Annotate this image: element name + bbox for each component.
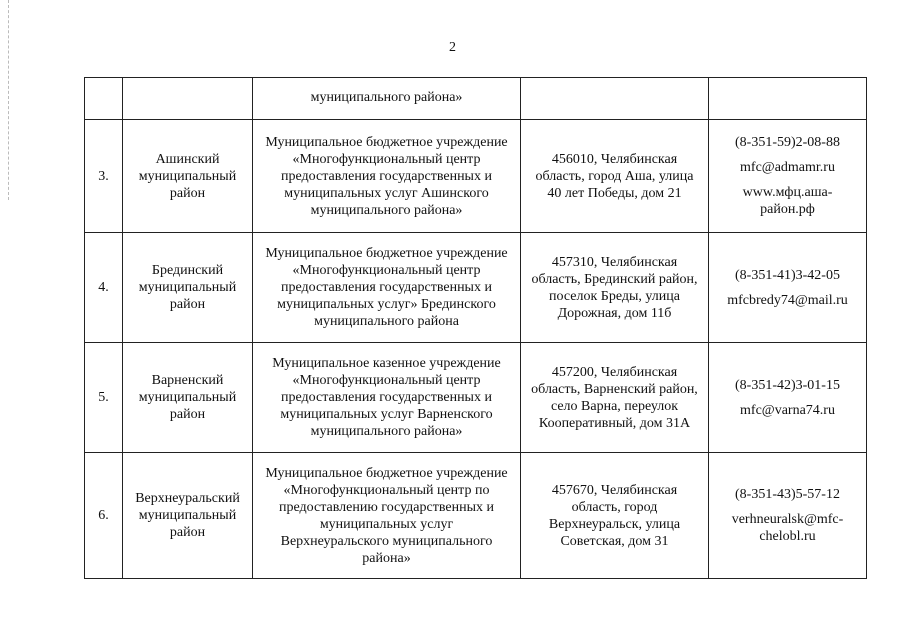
cell-district [123, 233, 253, 343]
org-line: «Многофункциональный центр [292, 373, 481, 388]
org-line: муниципального района» [310, 202, 463, 218]
cell-num: 3. [85, 120, 123, 233]
district-line: Ашинский [155, 151, 220, 167]
page-number: 2 [449, 40, 456, 55]
cell-org [253, 343, 521, 453]
org-line: предоставления государственных и [281, 390, 492, 405]
cell-num: 4. [85, 233, 123, 343]
org-line: муниципального района [314, 314, 459, 329]
org-line: Муниципальное бюджетное учреждение [265, 134, 508, 150]
website: район.рф [760, 202, 815, 217]
email: mfc@varna74.ru [740, 402, 835, 418]
cell-district [123, 78, 253, 120]
table-row [85, 233, 867, 343]
org-line: муниципальных услуг [319, 516, 454, 532]
table-row [85, 343, 867, 453]
cell-address [521, 120, 709, 233]
district-line: район [169, 185, 206, 201]
cell-contacts [709, 120, 867, 233]
email: chelobl.ru [759, 529, 816, 544]
cell-district [123, 343, 253, 453]
phone: (8-351-43)5-57-12 [735, 487, 840, 502]
address-line: 457200, Челябинская [551, 364, 678, 380]
email: verhneuralsk@mfc- [731, 512, 844, 527]
org-line: Верхнеуральского муниципального [280, 533, 493, 549]
phone: (8-351-41)3-42-05 [735, 267, 840, 283]
cell-num [85, 78, 123, 120]
address-line: 456010, Челябинская [551, 151, 678, 167]
org-line: муниципальных услуг Варненского [280, 407, 493, 422]
district-line: Брединский [151, 263, 224, 278]
address-line: Верхнеуральск, улица [548, 516, 681, 532]
cell-contacts [709, 453, 867, 579]
org-line: предоставления государственных и [281, 168, 492, 184]
address-line: Дорожная, дом 11б [557, 305, 672, 321]
district-line: муниципальный [138, 280, 237, 295]
org-line: района» [362, 550, 411, 566]
address-line: 40 лет Победы, дом 21 [547, 185, 682, 201]
org-line: муниципального района» [310, 424, 463, 439]
org-line: Муниципальное казенное учреждение [272, 356, 501, 371]
table-row [85, 453, 867, 579]
district-line: район [169, 297, 206, 312]
org-line: предоставления государственных и [281, 280, 492, 295]
district-line: район [169, 525, 206, 540]
mfc-table [84, 77, 867, 579]
email: mfc@admamr.ru [740, 160, 835, 175]
address-line: село Варна, переулок [550, 398, 679, 414]
cell-address [521, 343, 709, 453]
address-line: область, город [571, 499, 658, 515]
org-line: Муниципальное бюджетное учреждение [265, 465, 508, 481]
cell-org [253, 233, 521, 343]
table-row [85, 120, 867, 233]
address-line: поселок Бреды, улица [549, 288, 680, 304]
cell-address [521, 233, 709, 343]
cell-address [521, 78, 709, 120]
cell-district [123, 120, 253, 233]
cell-num: 5. [85, 343, 123, 453]
cell-contacts [709, 343, 867, 453]
phone: (8-351-59)2-08-88 [735, 135, 840, 150]
org-line: муниципальных услуг Ашинского [284, 185, 489, 201]
cell-org [253, 120, 521, 233]
cell-contacts [709, 78, 867, 120]
address-line: область, Варненский район, [531, 381, 698, 397]
address-line: область, Брединский район, [531, 271, 698, 287]
org-line: муниципальных услуг» Брединского [277, 297, 496, 312]
email: mfcbredy74@mail.ru [727, 292, 848, 308]
address-line: область, город Аша, улица [535, 168, 694, 184]
table-row-continuation [85, 78, 867, 120]
cell-org [253, 78, 521, 120]
address-line: Кооперативный, дом 31А [538, 415, 691, 431]
website: www.мфц.аша- [742, 185, 833, 200]
org-line: «Многофункциональный центр [292, 263, 481, 278]
district-line: муниципальный [138, 168, 237, 184]
district-line: Варненский [151, 373, 224, 388]
cell-num: 6. [85, 453, 123, 579]
org-line: «Многофункциональный центр по [283, 482, 490, 498]
address-line: 457310, Челябинская [551, 254, 678, 270]
cell-org [253, 453, 521, 579]
district-line: муниципальный [138, 390, 237, 405]
cell-district [123, 453, 253, 579]
address-line: 457670, Челябинская [551, 482, 678, 498]
district-line: район [169, 407, 206, 422]
address-line: Советская, дом 31 [560, 533, 669, 549]
binding-margin-line [8, 0, 9, 200]
cell-address [521, 453, 709, 579]
org-line: предоставлению государственных и [279, 499, 494, 515]
phone: (8-351-42)3-01-15 [735, 377, 840, 393]
cell-contacts [709, 233, 867, 343]
org-line: муниципального района» [310, 90, 463, 105]
district-line: Верхнеуральский [135, 491, 240, 506]
district-line: муниципальный [138, 508, 237, 523]
org-line: Муниципальное бюджетное учреждение [265, 246, 508, 261]
org-line: «Многофункциональный центр [292, 151, 481, 167]
